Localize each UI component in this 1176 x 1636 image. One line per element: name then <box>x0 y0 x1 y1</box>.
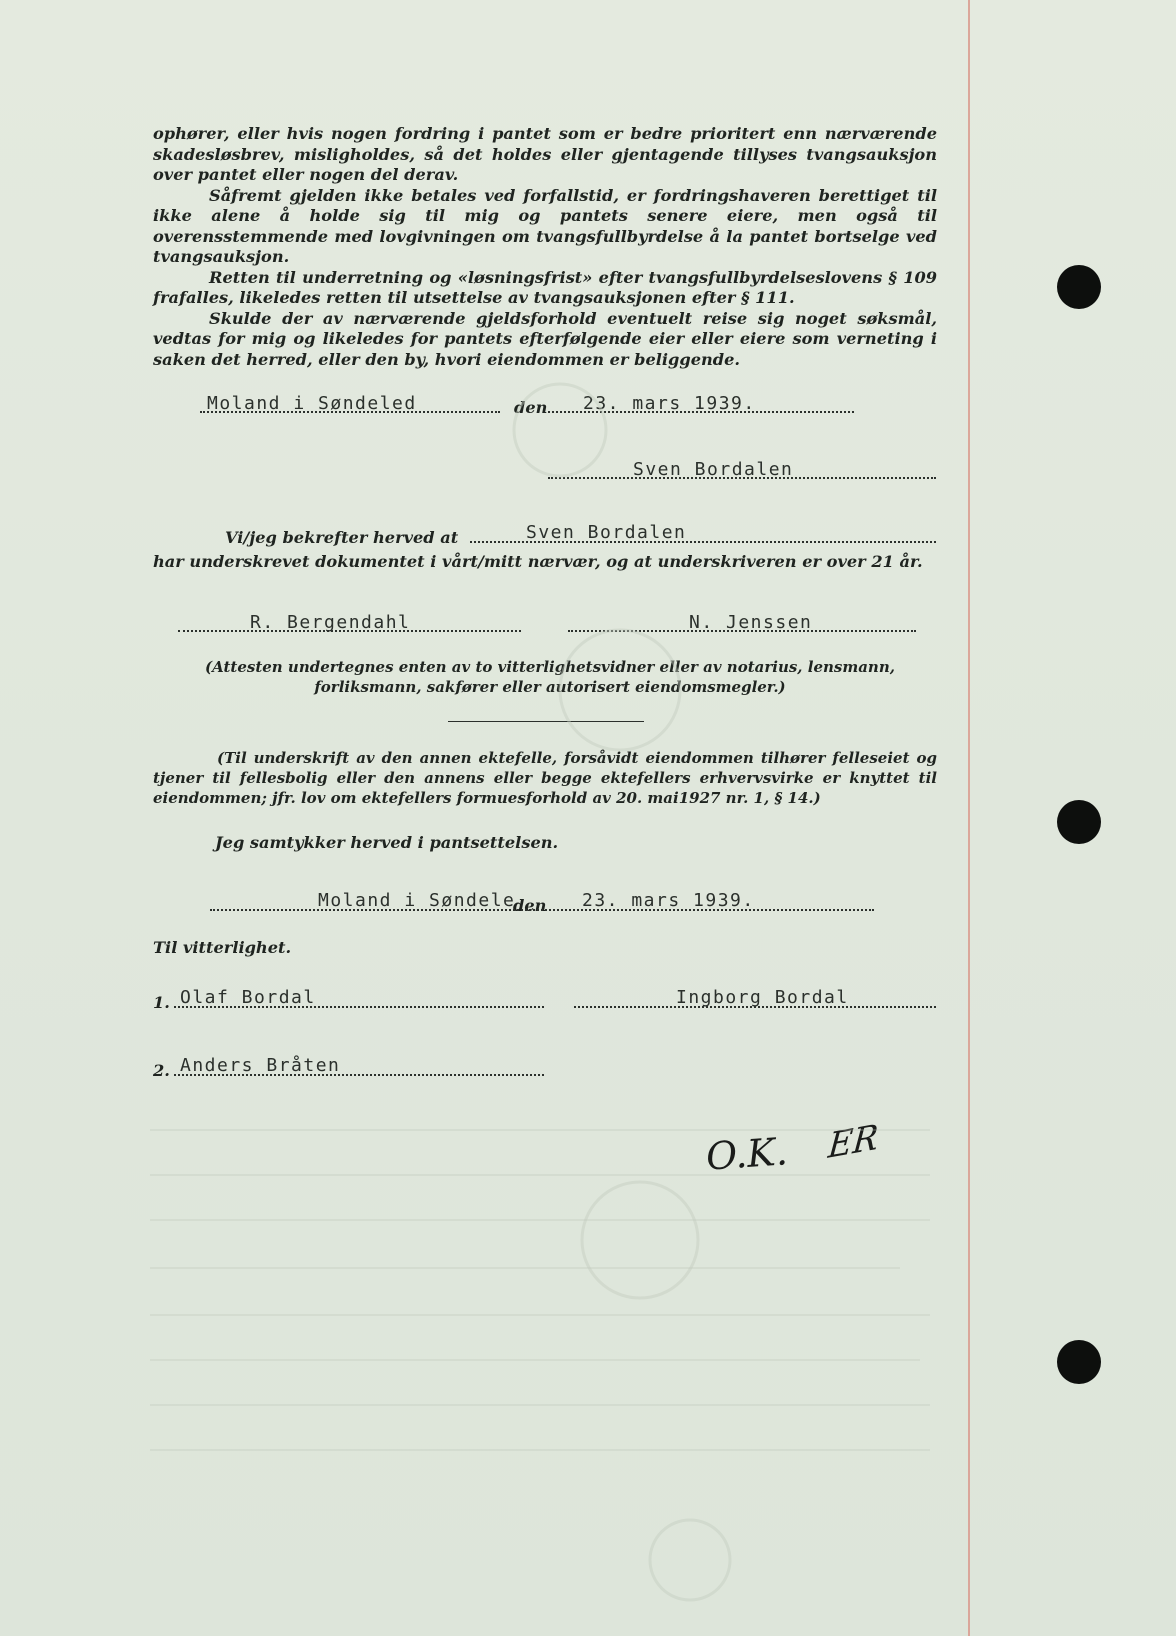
confirm-name: Sven Bordalen <box>526 522 687 543</box>
date-dots-1 <box>548 411 854 413</box>
date-field-2: 23. mars 1939. <box>582 890 755 911</box>
witness-1-dots <box>174 1006 544 1008</box>
place-field-2: Moland i Søndele <box>318 890 516 911</box>
red-margin-line <box>968 0 970 1636</box>
paragraph-4: Skulde der av nærværende gjeldsforhold eventuelt reise sig noget søksmål, vedtas for mig og likeledes for pantets efterfølgende eier eller eiere som verneting i saken det herred, eller den by, hvori eiendommen er beliggende. <box>153 308 937 369</box>
paragraph-2: Såfremt gjelden ikke betales ved forfallstid, er fordringshaveren berettiget til ikke alene å holde sig til mig og pantets senere eiere, men også til overensstemmende med lovgivningen om tvangsfullbyrdelse å la pantet bortselge ved tvangsauksjon. <box>153 185 937 266</box>
witness-1: Olaf Bordal <box>180 987 316 1008</box>
place-dots-1 <box>200 411 500 413</box>
punch-hole-top <box>1057 265 1101 309</box>
witness-a-dots <box>178 630 521 632</box>
paragraph-1: ophører, eller hvis nogen fordring i pantet som er bedre prioritert enn nærværende skadesløsbrev, misligholdes, så det holdes eller gjentagende tillyses tvangsauksjon over pantet eller nogen del derav. <box>153 124 937 184</box>
handwritten-initials: ER <box>826 1116 880 1168</box>
consent-text: Jeg samtykker herved i pantsettelsen. <box>215 833 559 852</box>
signer-name-1: Sven Bordalen <box>633 459 794 480</box>
witness-number-2: 2. <box>153 1061 170 1080</box>
place-field-1: Moland i Søndeled <box>207 393 417 414</box>
handwritten-ok-mark: O.K. <box>704 1129 789 1179</box>
witness-2: Anders Bråten <box>180 1055 341 1076</box>
confirm-label: Vi/jeg bekrefter herved at <box>225 528 459 547</box>
spouse-note: (Til underskrift av den annen ektefelle, forsåvidt eiendommen tilhører felleseiet og tjener til fellesbolig eller den annens eller begge ektefellers erhvervsvirke er knyttet til eiendommen; jfr. lov om ektefellers formuesforhold av 20. mai1927 nr. 1, § 14.) <box>153 749 937 807</box>
witness-2-dots <box>174 1074 544 1076</box>
separator-rule <box>448 721 644 722</box>
witness-section-label: Til vitterlighet. <box>153 938 292 957</box>
witness-b: N. Jenssen <box>689 612 813 633</box>
den-label-2: den <box>513 896 547 915</box>
confirm-dots <box>470 541 936 543</box>
punch-hole-middle <box>1057 800 1101 844</box>
witness-b-dots <box>568 630 916 632</box>
spouse-signer-dots <box>574 1006 936 1008</box>
witness-number-1: 1. <box>153 993 170 1012</box>
punch-hole-bottom <box>1057 1340 1101 1384</box>
spouse-signer: Ingborg Bordal <box>676 987 849 1008</box>
date-field-1: 23. mars 1939. <box>583 393 756 414</box>
paragraph-3: Retten til underretning og «løsningsfrist» efter tvangsfullbyrdelseslovens § 109 frafalles, likeledes retten til utsettelse av tvangsauksjonen efter § 111. <box>153 267 937 307</box>
place-date-dots-2 <box>210 909 874 911</box>
witness-a: R. Bergendahl <box>250 612 411 633</box>
signer-dots-1 <box>548 477 936 479</box>
confirm-text: har underskrevet dokumentet i vårt/mitt nærvær, og at underskriveren er over 21 år. <box>153 552 923 571</box>
den-label-1: den <box>514 398 548 417</box>
attest-note: (Attesten undertegnes enten av to vitterlighetsvidner eller av notarius, lensmann, forliksmann, sakfører eller autorisert eiendomsmegler.) <box>205 658 895 696</box>
legal-text-block <box>153 124 937 370</box>
